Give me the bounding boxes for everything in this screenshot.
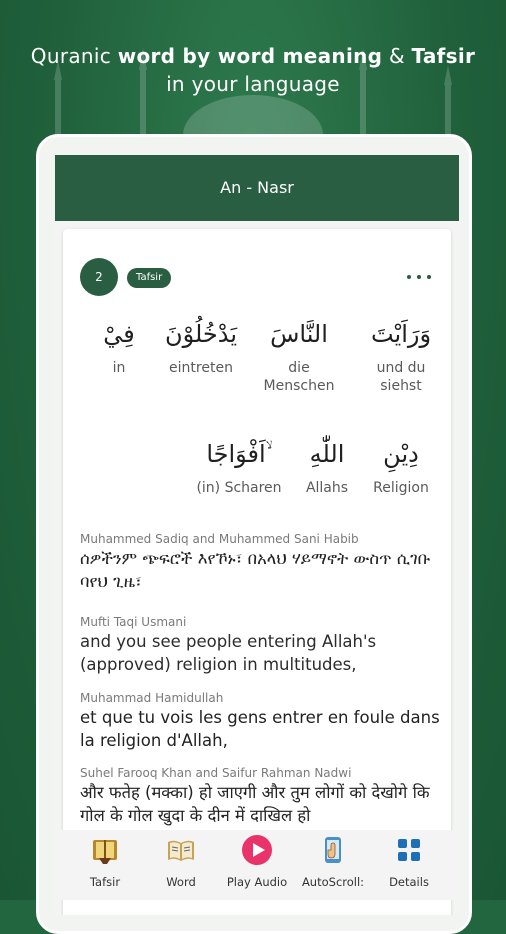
translation-text: ሰዎችንም ጭፍሮች እየኾኑ፣ በአላህ ሃይማኖት ውስጥ ሲገቡ ባየህ ጊዜ፣ — [80, 549, 431, 591]
verse-number-badge[interactable]: 2 — [80, 258, 118, 296]
nav-play-audio[interactable] — [217, 834, 297, 889]
nav-word[interactable] — [141, 834, 221, 889]
word-translation: Allahs — [305, 480, 349, 496]
word-item[interactable] — [93, 315, 145, 377]
nav-label: Play Audio — [226, 875, 288, 889]
nav-label: Details — [389, 875, 429, 889]
translator-name: Mufti Taqi Usmani — [80, 615, 187, 629]
word-translation: (in) Scharen — [196, 480, 282, 496]
arabic-word: وَرَاَيْتَ — [370, 320, 432, 348]
details-grid-icon — [393, 834, 425, 866]
translation-block — [80, 690, 440, 752]
arabic-word: اللّٰهِ — [309, 440, 345, 468]
play-icon — [241, 834, 273, 866]
arabic-word: فِيْ — [103, 320, 135, 348]
nav-label: Tafsir — [89, 875, 121, 889]
translator-name: Muhammad Hamidullah — [80, 691, 224, 705]
arabic-word: يَدْخُلُوْنَ — [164, 320, 238, 348]
word-item[interactable] — [363, 435, 439, 497]
page-title: An - Nasr — [220, 178, 294, 197]
promo-headline: Quranic word by word meaning & Tafsir in your language — [30, 44, 476, 96]
word-translation: Religion — [373, 480, 429, 496]
nav-autoscroll[interactable] — [293, 834, 373, 889]
nav-label: Word — [166, 875, 196, 889]
word-translation: die Menschen — [263, 360, 335, 394]
word-translation: in — [112, 360, 126, 376]
word-item[interactable] — [253, 315, 345, 395]
translation-block — [80, 531, 440, 593]
app-screen — [55, 155, 459, 915]
word-item[interactable] — [189, 435, 289, 497]
more-options-icon[interactable] — [407, 269, 433, 285]
translation-text: and you see people entering Allah's (approved) religion in multitudes, — [80, 632, 377, 674]
app-bar — [55, 155, 459, 221]
word-item[interactable] — [155, 315, 247, 377]
word-item[interactable] — [355, 315, 447, 395]
translation-block — [80, 614, 440, 676]
quran-book-icon — [89, 834, 121, 866]
translation-text: et que tu vois les gens entrer en foule dans la religion d'Allah, — [80, 708, 440, 750]
translation-text: और फतेह (मक्का) हो जाएगी और तुम लोगों को देखोगे कि गोल के गोल खुदा के दीन में दाखिल हो — [80, 783, 430, 825]
arabic-word: دِيْنِ — [383, 440, 419, 468]
arabic-word: اَفْوَاجًا ۙ — [206, 440, 272, 468]
tafsir-badge[interactable]: Tafsir — [127, 268, 171, 288]
translation-block — [80, 765, 440, 827]
word-translation: und du siehst — [376, 360, 426, 394]
nav-tafsir[interactable] — [65, 834, 145, 889]
bottom-nav — [55, 830, 459, 900]
nav-details[interactable] — [369, 834, 449, 889]
verse-card — [63, 229, 451, 915]
arabic-word: النَّاسَ — [270, 320, 328, 348]
word-item[interactable] — [295, 435, 359, 497]
nav-label: AutoScroll: — [301, 875, 365, 889]
open-book-icon — [165, 834, 197, 866]
word-translation: eintreten — [169, 360, 233, 376]
autoscroll-icon — [317, 834, 349, 866]
translator-name: Suhel Farooq Khan and Saifur Rahman Nadwi — [80, 766, 352, 780]
translator-name: Muhammed Sadiq and Muhammed Sani Habib — [80, 532, 359, 546]
